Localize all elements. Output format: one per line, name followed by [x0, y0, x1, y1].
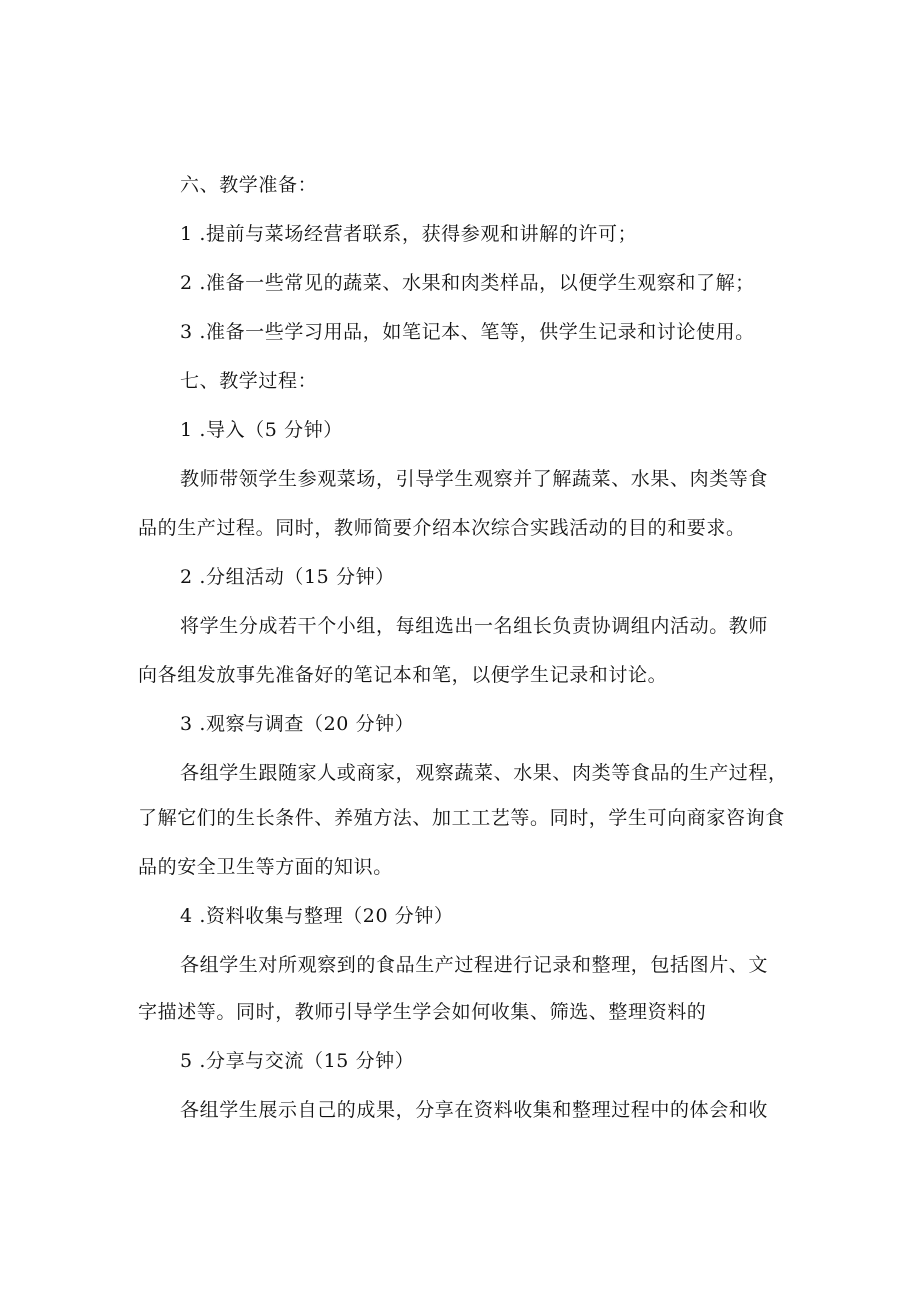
step-2-text-line-1: 将学生分成若干个小组，每组选出一名组长负责协调组内活动。教师: [180, 615, 769, 637]
step-4-text-line-2: 字描述等。同时，教师引导学生学会如何收集、筛选、整理资料的: [138, 1001, 707, 1023]
step-4-title: 4 .资料收集与整理（20 分钟）: [180, 905, 454, 927]
step-3-text-line-1: 各组学生跟随家人或商家，观察蔬菜、水果、肉类等食品的生产过程，: [180, 762, 788, 784]
step-3-text-line-3: 品的安全卫生等方面的知识。: [138, 856, 393, 878]
step-2-title: 2 .分组活动（15 分钟）: [180, 566, 395, 588]
section-6-heading: 六、教学准备：: [180, 174, 318, 196]
step-1-text-line-1: 教师带领学生参观菜场，引导学生观察并了解蔬菜、水果、肉类等食: [180, 468, 769, 490]
step-3-text-line-2: 了解它们的生长条件、养殖方法、加工工艺等。同时，学生可向商家咨询食: [138, 807, 785, 829]
step-1-text-line-2: 品的生产过程。同时，教师简要介绍本次综合实践活动的目的和要求。: [138, 517, 746, 539]
step-2-text-line-2: 向各组发放事先准备好的笔记本和笔，以便学生记录和讨论。: [138, 664, 668, 686]
prep-item-3: 3 .准备一些学习用品，如笔记本、笔等，供学生记录和讨论使用。: [180, 321, 755, 343]
prep-item-1: 1 .提前与菜场经营者联系，获得参观和讲解的许可；: [180, 223, 638, 245]
prep-item-2: 2 .准备一些常见的蔬菜、水果和肉类样品，以便学生观察和了解；: [180, 272, 755, 294]
step-1-title: 1 .导入（5 分钟）: [180, 419, 343, 441]
step-3-title: 3 .观察与调查（20 分钟）: [180, 713, 415, 735]
step-5-title: 5 .分享与交流（15 分钟）: [180, 1050, 415, 1072]
step-4-text-line-1: 各组学生对所观察到的食品生产过程进行记录和整理，包括图片、文: [180, 954, 769, 976]
section-7-heading: 七、教学过程：: [180, 370, 318, 392]
step-5-text-line-1: 各组学生展示自己的成果，分享在资料收集和整理过程中的体会和收: [180, 1099, 769, 1121]
